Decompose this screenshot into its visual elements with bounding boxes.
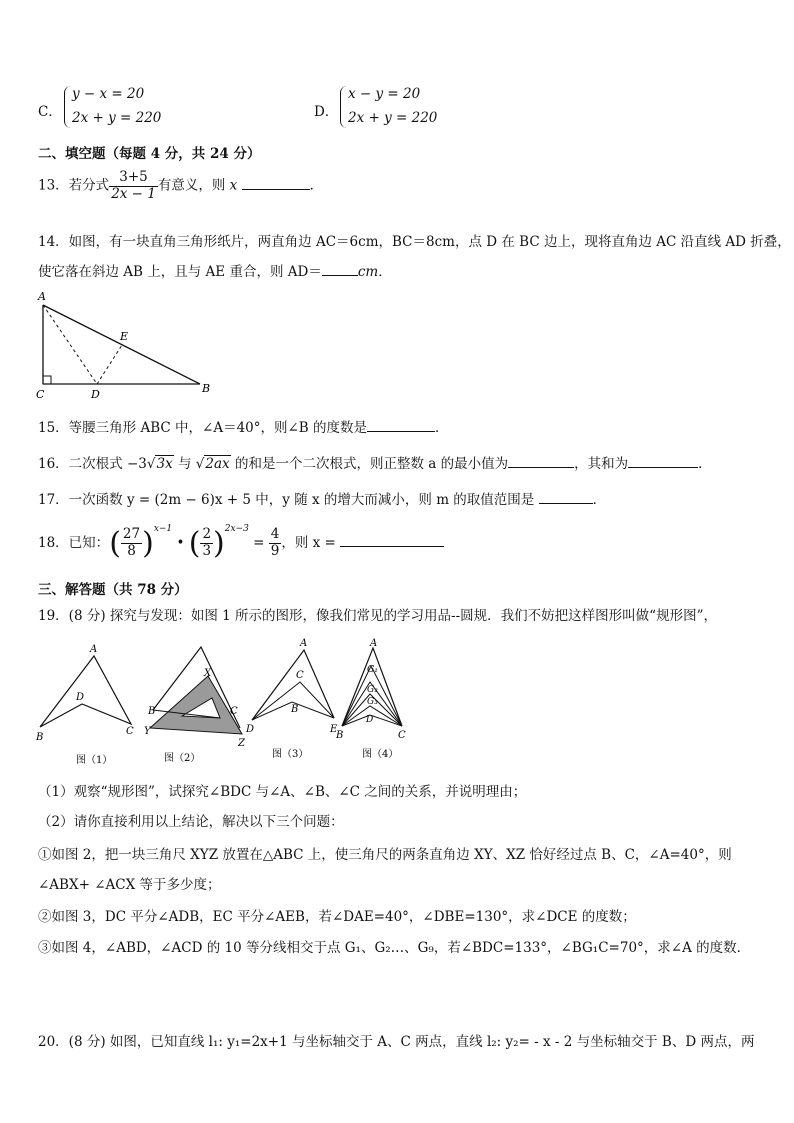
svg-text:G₃: G₃ [367,697,378,707]
q12-option-d-eq2: 2x + y = 220 [348,110,438,126]
svg-text:B: B [148,706,156,717]
q12-option-c-eq1: y − x = 20 [72,86,145,102]
q12-option-d-eq1: x − y = 20 [348,86,421,102]
svg-text:D: D [246,724,255,735]
q14-fig-label-a: A [38,290,46,303]
q14-figure [30,288,220,400]
q19-intro: 19．(8 分) 探究与发现：如图 1 所示的图形，像我们常见的学习用品--圆规．我们不妨把这样图形叫做“规形图”， [38,608,717,624]
q19-fig3 [245,638,338,760]
svg-text:D: D [366,715,374,725]
q19-fig1 [35,644,134,766]
q19-item3: ③如图 4，∠ABD，∠ACD 的 10 等分线相交于点 G₁、G₂…、G₉，若∠BDC=133°，∠BG₁C=70°，求∠A 的度数． [38,940,751,956]
q17-answer-blank[interactable] [539,503,593,504]
q17: 17．一次函数 y = (2m − 6)x + 5 中，y 随 x 的增大而减小，则 m 的取值范围是 ． [38,492,607,508]
q19-item2: ②如图 3，DC 平分∠ADB，EC 平分∠AEB，若∠DAE=40°，∠DBE=130°，求∠DCE 的度数； [38,909,636,925]
svg-text:A: A [90,644,98,655]
q19-fig2 [144,647,246,764]
q15: 15．等腰三角形 ABC 中，∠A＝40°，则∠B 的度数是 ． [38,420,449,436]
q14-answer-blank[interactable] [322,275,358,276]
section-2-heading: 二、填空题（每题 4 分，共 24 分） [38,146,261,162]
svg-text:B: B [291,704,299,715]
q12-option-d: D． [314,104,339,120]
q16-answer-blank-1[interactable] [508,467,574,468]
q19-item1-line1: ①如图 2，把一块三角尺 XYZ 放置在△ABC 上，使三角尺的两条直角边 XY、XZ 恰好经过点 B、C，∠A=40°，则 [38,847,732,863]
q14-fig-label-e: E [120,330,129,343]
q12-option-c: C． [38,104,62,120]
q19-item1-line2: ∠ABX+ ∠ACX 等于多少度； [38,877,221,893]
q18: 18．已知：( $\frac{27}{8}$ )$^{x-1}$ • ( $\frac{2}{3}$ )$^{2x-3}$ = $\frac{4}{9}$ ，则 x = [38,524,444,560]
svg-text:C: C [126,726,134,737]
section-3-heading: 三、解答题（共 78 分） [38,582,188,598]
q13-fraction: $\frac{3+5}{2x - 1}$ [111,169,156,202]
q14-fig-label-d: D [91,388,100,400]
svg-text:C: C [398,730,406,741]
q14-fig-label-c: C [36,388,45,400]
svg-text:Y: Y [144,726,151,737]
q14-fig-label-b: B [202,382,211,395]
q15-answer-blank[interactable] [367,431,435,432]
q13: 13．若分式 $\frac{3+5}{2x - 1}$ 有意义，则 x ． [38,169,324,202]
q20: 20．(8 分) 如图，已知直线 l₁: y₁=2x+1 与坐标轴交于 A、C 两点，直线 l₂: y₂= - x - 2 与坐标轴交于 B、D 两点，两 [38,1034,755,1050]
q19-part1: （1）观察“规形图”，试探究∠BDC 与∠A、∠B、∠C 之间的关系，并说明理由； [38,784,527,800]
svg-text:C: C [230,706,238,717]
svg-text:图（4）: 图（4） [362,749,399,760]
q16: 16．二次根式 −3√3x 与 √2ax 的和是一个二次根式，则正整数 a 的最小值为 ，其和为 ． [38,456,712,472]
q14-line1: 14．如图，有一块直角三角形纸片，两直角边 AC＝6cm，BC＝8cm，点 D 在 BC 边上，现将直角边 AC 沿直线 AD 折叠， [38,234,791,250]
q13-answer-blank[interactable] [242,189,310,190]
svg-text:B: B [336,730,344,741]
svg-text:D: D [76,692,85,703]
q19-part2: （2）请你直接利用以上结论，解决以下三个问题： [38,814,344,830]
svg-text:G₁: G₁ [367,665,378,675]
svg-text:A: A [370,638,378,649]
svg-text:Z: Z [238,738,245,749]
svg-text:图（1）: 图（1） [76,755,113,766]
q12-option-c-brace [64,86,71,128]
svg-text:G₂: G₂ [367,685,378,695]
svg-text:A: A [300,638,308,649]
svg-text:图（3）: 图（3） [272,749,309,760]
q19-figures [30,636,420,766]
svg-text:C: C [296,670,304,681]
svg-text:图（2）: 图（2） [164,753,201,764]
q12-option-c-eq2: 2x + y = 220 [72,110,162,126]
q19-fig4 [335,638,406,760]
svg-text:X: X [204,668,212,679]
svg-text:B: B [36,732,44,743]
q14-line2: 使它落在斜边 AB 上，且与 AE 重合，则 AD＝ cm． [38,264,392,280]
q12-option-d-brace [340,86,347,128]
q18-answer-blank[interactable] [340,546,444,547]
q16-answer-blank-2[interactable] [628,467,698,468]
svg-text:E: E [330,724,338,735]
